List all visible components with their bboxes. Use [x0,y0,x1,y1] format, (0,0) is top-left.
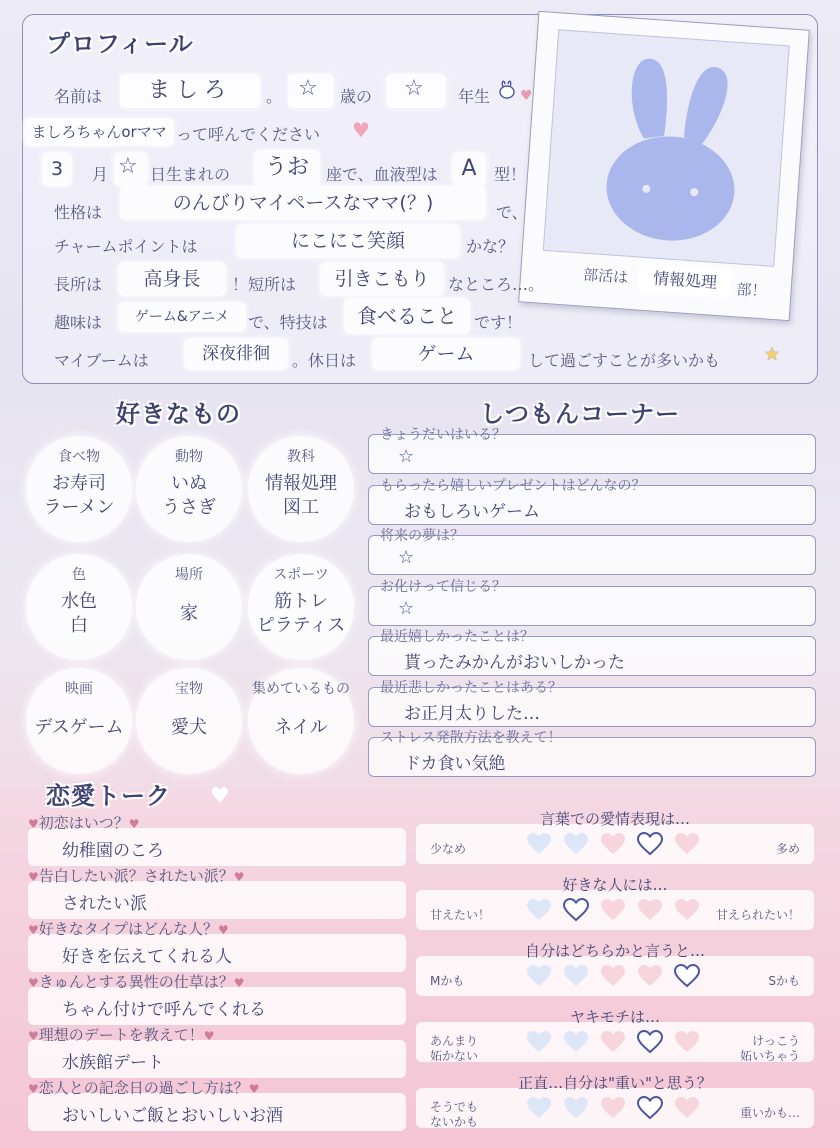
question-row [368,730,816,775]
weakness-label: ！短所は [232,275,297,294]
heart-icon[interactable] [637,832,663,856]
heart-icon[interactable] [600,832,626,856]
personality-label: 性格は [54,203,103,222]
scale-question: 正直…自分は"重い"と思う？ [518,1074,712,1092]
favorite-value: 筋トレ ピラティス [256,591,346,636]
heart-icon[interactable] [674,1030,700,1054]
favorite-value: 水色 白 [61,591,97,636]
small-heart-icon: ♥ [128,817,140,831]
favorite-value: 情報処理 図工 [265,473,337,518]
heart-icon[interactable] [563,1096,589,1120]
favorite-item [136,554,242,660]
favorite-value: 愛犬 [171,717,207,738]
scale-right-label: 重いかも… [739,1106,800,1120]
heart-icon[interactable] [600,964,626,988]
blood-label: 座で、血液型は [326,165,438,184]
name-value: ましろ [120,74,260,108]
favorite-item [248,668,354,774]
skill-value: 食べること [344,298,470,334]
heart-icon[interactable] [637,964,663,988]
heart-icon[interactable] [674,964,700,988]
boom-value: 深夜徘徊 [184,338,288,370]
favorite-item [248,554,354,660]
love-title: 恋愛トーク [46,782,171,810]
small-heart-icon: ♥ [28,923,39,937]
love-question-label: 好きなタイプはどんな人？ [38,920,219,938]
holiday-suffix: して過ごすことが多いかも [528,351,721,370]
love-answer-text: ちゃん付けで呼んでくれる [62,1000,266,1020]
favorite-item [136,668,242,774]
scale-question: ヤキモチは… [569,1008,660,1026]
question-row [368,578,816,624]
scale-right-label: 多め [775,842,800,856]
skill-label: で、特技は [248,313,328,332]
hobby-label: 趣味は [54,313,103,332]
heart-icon[interactable] [637,1096,663,1120]
scale-question: 自分はどちらかと言うと… [524,942,705,960]
questions-title: しつもんコーナー [480,400,680,428]
favorite-value: ネイル [274,717,328,738]
heart-icon[interactable] [526,1096,552,1120]
small-heart-icon: ♥ [28,976,39,990]
answer-text: ☆ [398,547,415,568]
favorite-item [248,436,354,542]
love-answer-text: 幼稚園のころ [62,841,164,861]
question-row [368,629,816,674]
question-text: ストレス発散方法を教えて！ [380,730,562,746]
heart-icon[interactable] [526,964,552,988]
love-scale-row [416,812,814,864]
heart-icon[interactable] [600,1030,626,1054]
love-scale-row [416,878,814,930]
scale-left-label: 少なめ [430,842,467,856]
name-dot: 。 [266,87,283,106]
favorite-value: 家 [180,603,198,624]
love-answer-text: 水族館デート [62,1053,164,1073]
question-text: お化けって信じる？ [380,578,506,595]
question-row [368,427,816,472]
small-heart-icon: ♥ [248,1082,260,1096]
charm-value: にこにこ笑顔 [236,224,460,258]
month-label: 月 [92,165,109,184]
small-heart-icon: ♥ [233,976,245,990]
love-scale-row [416,944,814,996]
scale-left-label: あんまり 妬かない [430,1034,479,1063]
heart-icon[interactable] [563,1030,589,1054]
scale-left-label: 甘えたい！ [430,908,491,922]
love-scale-row [416,1076,814,1128]
heart-icon[interactable] [637,898,663,922]
strength-value: 高身長 [118,262,226,296]
favorite-item [26,436,132,542]
heart-icon[interactable] [563,898,589,922]
small-heart-icon: ♥ [28,1082,39,1096]
age-label: 歳の [340,87,373,106]
name-label: 名前は [54,87,103,106]
weakness-suffix: なところ…。 [448,275,545,294]
pink-heart-icon: ♥ [520,88,533,104]
strength-label: 長所は [54,275,103,294]
question-text: 将来の夢は？ [380,528,464,544]
scale-right-label: 甘えられたい！ [715,908,800,922]
love-question-text [28,971,245,992]
scale-question: 言葉での愛情表現は… [539,810,690,828]
holiday-label: 。休日は [292,351,357,370]
heart-icon[interactable] [526,898,552,922]
heart-icon[interactable] [674,898,700,922]
heart-icon[interactable] [637,1030,663,1054]
favorite-label: 集めているもの [252,681,350,697]
bunny-icon [544,30,791,268]
scale-right-label: けっこう 妬いちゃう [739,1034,800,1063]
weakness-value: 引きこもり [320,262,444,296]
club-value: 情報処理 [638,264,732,298]
favorite-label: 色 [72,567,86,583]
charm-label: チャームポイントは [54,237,198,256]
blood-value: A [452,152,486,186]
answer-text: 貰ったみかんがおいしかった [404,653,625,673]
love-question-label: 恋人との記念日の過ごし方は？ [38,1079,249,1097]
charm-suffix: かな？ [466,237,515,256]
heart-icon[interactable] [600,898,626,922]
love-answer-text: 好きを伝えてくれる人 [62,947,232,967]
love-question-text [28,918,229,939]
love-question-text [28,812,140,833]
scale-right-label: Sかも [768,974,800,988]
scale-hearts [526,1096,706,1122]
favorite-item [26,554,132,660]
love-question-row [28,973,406,1021]
question-text: きょうだいはいる？ [380,427,506,443]
love-question-label: 初恋はいつ？ [38,814,129,832]
photo-frame [543,29,790,267]
grade-star-icon: ☆ [404,76,424,101]
scale-hearts [526,1030,706,1056]
question-text: 最近悲しかったことはある？ [380,679,562,696]
blood-suffix: 型！ [494,165,527,184]
favorite-value: いぬ うさぎ [162,473,216,518]
birth-month-value: 3 [42,152,72,186]
birth-day-star-icon: ☆ [118,154,138,179]
zodiac-value: うお [254,150,320,186]
personality-suffix: で、 [496,203,528,222]
scale-hearts [526,832,706,858]
heart-icon[interactable] [674,1096,700,1120]
love-question-row [28,1079,406,1127]
pink-heart-deco-icon: ♥ [210,784,230,809]
club-suffix: 部！ [735,280,768,301]
love-question-text [28,1077,260,1098]
boom-label: マイブームは [54,351,149,370]
scale-hearts [526,898,706,924]
age-star-icon: ☆ [298,76,318,101]
love-question-row [28,867,406,915]
question-row [368,528,816,573]
pink-heart-icon-2: ♥ [352,118,370,142]
scale-left-label: そうでも ないかも [430,1100,479,1129]
polaroid-photo [518,11,810,321]
love-question-row [28,920,406,968]
small-heart-icon: ♥ [28,817,39,831]
grade-label: 年生 [458,87,491,106]
favorite-item [26,668,132,774]
day-label: 日生まれの [150,165,231,184]
love-question-label: 告白したい派？されたい派？ [38,867,234,885]
bunny-sticker-icon [496,78,518,100]
answer-text: ドカ食い気絶 [404,754,506,774]
favorite-item [136,436,242,542]
favorite-label: 宝物 [175,681,203,697]
favorites-title: 好きなもの [116,400,241,428]
love-answer-text: おいしいご飯とおいしいお酒 [62,1106,283,1126]
favorite-label: 映画 [65,681,93,697]
love-question-row [28,814,406,862]
answer-text: ☆ [398,446,415,467]
nickname-value: ましろちゃんorママ [24,118,174,146]
club-label: 部活は [582,265,629,287]
heart-icon[interactable] [563,964,589,988]
favorite-value: お寿司 ラーメン [43,473,115,518]
yellow-star-icon: ★ [764,344,781,365]
love-scale-row [416,1010,814,1062]
question-text: 最近嬉しかったことは？ [380,629,534,645]
heart-icon[interactable] [563,832,589,856]
answer-text: お正月太りした… [404,703,540,724]
question-row [368,477,816,523]
heart-icon[interactable] [600,1096,626,1120]
nickname-label: って呼んでください [176,125,321,144]
answer-text: おもしろいゲーム [404,501,540,522]
question-row [368,679,816,725]
scale-hearts [526,964,706,990]
small-heart-icon: ♥ [28,1029,39,1043]
personality-value: のんびりマイペースなママ(？) [120,186,486,220]
love-question-label: 理想のデートを教えて！ [38,1026,204,1044]
heart-icon[interactable] [674,832,700,856]
favorite-label: 食べ物 [58,449,100,465]
skill-suffix: です！ [474,313,523,332]
heart-icon[interactable] [526,832,552,856]
love-question-label: きゅんとする異性の仕草は？ [38,973,234,991]
favorite-label: 動物 [175,449,203,465]
love-question-text [28,865,245,886]
small-heart-icon: ♥ [28,870,39,884]
holiday-value: ゲーム [372,338,520,370]
scale-question: 好きな人には… [562,876,668,894]
favorite-label: スポーツ [273,567,329,583]
small-heart-icon: ♥ [218,923,229,937]
favorite-label: 場所 [175,567,203,583]
hobby-value: ゲーム&アニメ [118,302,246,332]
love-answer-text: されたい派 [62,894,147,914]
profile-title: プロフィール [46,30,194,58]
small-heart-icon: ♥ [233,870,245,884]
answer-text: ☆ [398,597,415,619]
favorite-label: 教科 [287,449,315,465]
love-question-row [28,1026,406,1074]
love-question-text [28,1024,215,1045]
question-text: もらったら嬉しいプレゼントはどんなの？ [380,477,646,494]
scale-left-label: Mかも [430,974,465,988]
favorite-value: デスゲーム [34,717,124,738]
heart-icon[interactable] [526,1030,552,1054]
small-heart-icon: ♥ [203,1029,215,1043]
